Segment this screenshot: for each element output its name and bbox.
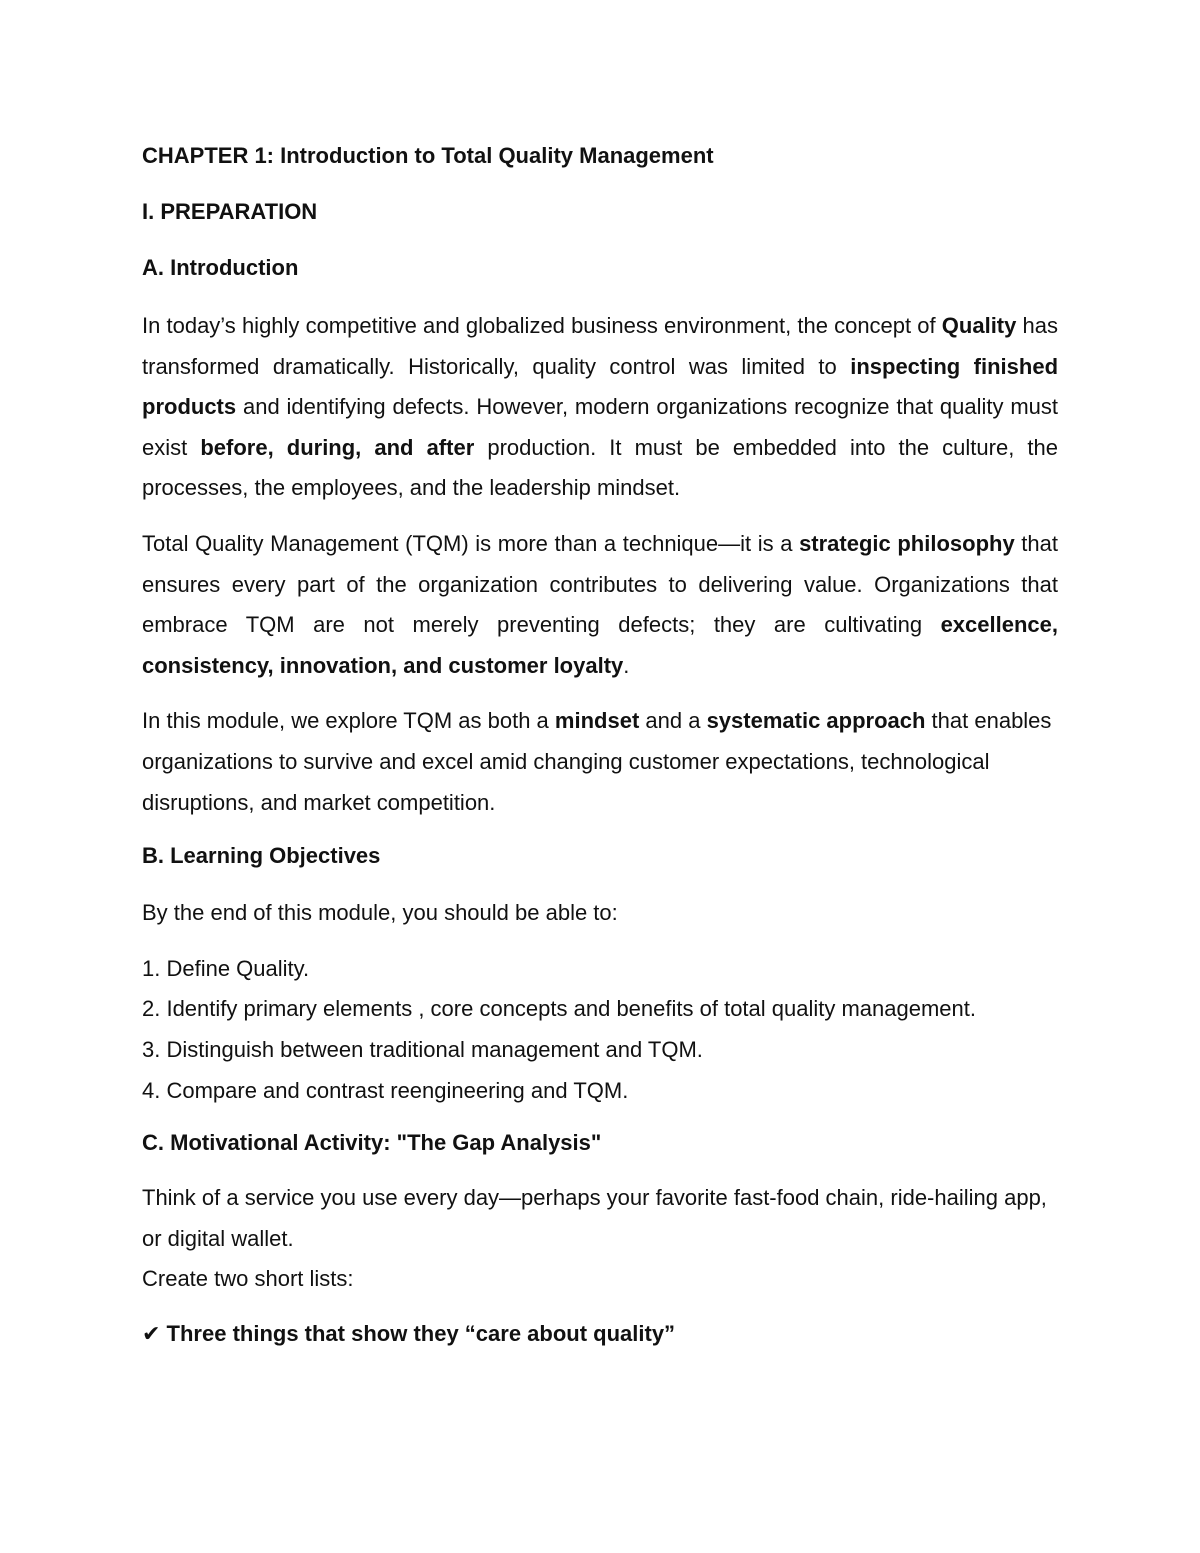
bold-run: Quality [941, 313, 1017, 338]
bold-run: systematic approach [706, 708, 926, 734]
text-run: . [623, 652, 630, 678]
text-run: and a [639, 708, 707, 734]
intro-paragraph-1 [142, 306, 1058, 509]
introduction-heading: A. Introduction [142, 255, 299, 280]
list-item: 3. Distinguish between traditional management and TQM. [142, 1036, 703, 1062]
text-run: In today’s highly competitive and globalized business environment, the concept of [142, 313, 942, 338]
text-run: In this module, we explore TQM as both a [142, 708, 555, 734]
list-item: 4. Compare and contrast reengineering and TQM. [142, 1077, 629, 1103]
list-item: 2. Identify primary elements , core concepts and benefits of total quality management. [142, 996, 977, 1022]
intro-paragraph-3 [142, 701, 1058, 823]
objectives-list [142, 949, 1058, 1111]
bold-run: before, during, and after [200, 434, 475, 460]
text-run: that ensures every part of the organization contributes to delivering value. Organizations that embrace TQM are not merely preventing defects; they are cultivating [142, 530, 1058, 638]
text-run: production. It must be embedded into the culture, the processes, the employees, and the leadership mindset. [142, 434, 1058, 501]
activity-prompt: Think of a service you use every day—perhaps your favorite fast-food chain, ride-hailing app, or digital wallet. [142, 1185, 1047, 1251]
bold-run: mindset [554, 708, 640, 734]
motivational-activity-text [142, 1178, 1058, 1300]
objectives-lead: By the end of this module, you should be able to: [142, 900, 618, 926]
text-run: and identifying defects. However, modern organizations recognize that quality must exist [142, 394, 1058, 460]
list-item: 1. Define Quality. [142, 955, 310, 981]
learning-objectives-heading: B. Learning Objectives [142, 843, 381, 869]
text-run: Total Quality Management (TQM) is more than a technique—it is a [142, 530, 800, 556]
section-preparation-heading: I. PREPARATION [142, 199, 318, 224]
bold-run: strategic philosophy [799, 530, 1015, 556]
chapter-title: CHAPTER 1: Introduction to Total Quality Management [142, 143, 714, 168]
text-run: that enables organizations to survive and excel amid changing customer expectations, technological disruptions, and market competition. [142, 708, 1052, 815]
quality-list-heading: ✔ Three things that show they “care about quality” [142, 1320, 676, 1346]
intro-paragraph-2 [142, 524, 1058, 686]
document-page [142, 138, 1058, 1354]
bold-run: excellence, consistency, innovation, and customer loyalty [142, 612, 1058, 678]
motivational-activity-heading: C. Motivational Activity: "The Gap Analysis" [142, 1130, 602, 1156]
text-run: has transformed dramatically. Historically, quality control was limited to [142, 313, 1058, 379]
activity-instruction: Create two short lists: [142, 1266, 354, 1292]
bold-run: inspecting finished products [142, 353, 1059, 420]
